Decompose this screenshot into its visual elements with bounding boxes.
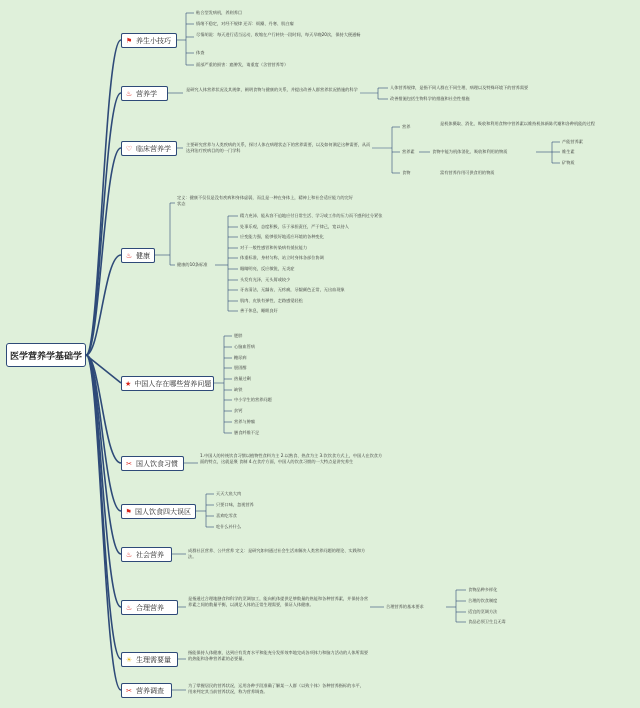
branch-label: 营养调查 [136, 686, 164, 695]
branch-nutrition[interactable] [121, 86, 168, 101]
leaf-text: 矿物质 [562, 160, 575, 165]
leaf-text: 体查 [196, 50, 205, 55]
leaf-text: 尽情胡说：每天进行适当运动，收缩在户行转快一段时间，每天早晚20次，保持大便通畅 [196, 32, 361, 37]
sub-topic: 健康的10条标准 [177, 262, 208, 267]
branch-china-nutrition-problems[interactable] [121, 376, 214, 391]
scissors-icon: ✂ [126, 686, 132, 695]
leaf-text: 眼睛明亮，反应敏锐，无炎症 [240, 266, 295, 271]
branch-label: 国人饮食四大误区 [135, 507, 191, 516]
leaf-text: 食品必须卫生且无毒 [468, 619, 506, 624]
group-label: 营养素 [402, 149, 415, 154]
leaf-text: 面部严重的损害：癌肿发，请重度（含营营养等） [196, 62, 289, 67]
root-topic[interactable]: 医学营养学基础学 [6, 343, 86, 367]
branch-description: 是研究人体营养状况及其规律，阐明食物与健康的关系，并提出改善人群营养状况措施的科学 [186, 87, 358, 92]
branch-label: 社会营养 [136, 550, 164, 559]
leaf-text: 头发有光泽，无头屑或较少 [240, 277, 291, 282]
leaf-text: 人体营养规律，是指不同人群在不同生理、病理以及特殊环境下的营养需要 [390, 85, 529, 90]
branch-label: 合理营养 [136, 603, 164, 612]
branch-description: 成群社区营养、公共营养 定义：是研究如何通过社会生活来解决人类营养问题的理论、实践和方法。 [188, 548, 366, 559]
leaf-text: 只要口味，忽视营养 [216, 502, 254, 507]
leaf-text: 体重标准，身材匀称，站立时身体各部位协调 [240, 255, 324, 260]
flag-icon: ⚑ [125, 507, 132, 516]
branch-physiological-requirement[interactable] [121, 652, 178, 667]
leaf-text: 食物中能为机体消化、吸收和利用的物质 [432, 149, 508, 154]
leaf-text: 肥胖 [234, 333, 243, 338]
branch-rational-nutrition[interactable] [121, 600, 178, 615]
leaf-text: 应变能力强，能够很好地适应环境的各种变化 [240, 234, 324, 239]
branch-health-tips[interactable] [121, 33, 177, 48]
scissors-icon: ✂ [126, 459, 132, 468]
leaf-text: 膳食纤维不足 [234, 430, 260, 435]
branch-description: 定义：健康不仅仅是没有疾病和身体虚弱，而且是一种在身体上，精神上和社会适应能力的完好状态 [177, 195, 353, 206]
branch-label: 国人饮食习惯 [136, 459, 178, 468]
branch-label: 中国人存在哪些营养问题 [134, 379, 212, 388]
leaf-text: 善于休息，睡眠良好 [240, 308, 278, 313]
leaf-text: 情绪不稳定，对经不规律 还弄：烦躁、丹寒、肌白瘤 [196, 21, 294, 26]
leaf-text: 是机体摄取、消化、吸收和利用食物中营养素以维持机体新陈代谢和各种机能的过程 [440, 121, 595, 126]
leaf-text: 适宜的烹调方法 [468, 609, 498, 614]
leaf-text: 胆固醇 [234, 365, 247, 370]
group-label: 食物 [402, 170, 411, 175]
leaf-text: 维生素 [562, 149, 575, 154]
bulb-icon: ☀ [125, 655, 133, 664]
fire-icon: ♨ [125, 550, 133, 559]
leaf-text: 粘合型发病机，养则养目 [196, 10, 243, 15]
leaf-text: 糖尿病 [234, 355, 247, 360]
branch-label: 营养学 [136, 89, 157, 98]
branch-clinical-nutrition[interactable] [121, 141, 177, 156]
branch-health[interactable] [121, 248, 155, 263]
leaf-text: 心脑血管病 [234, 344, 255, 349]
leaf-text: 喜欢吃零食 [216, 513, 237, 518]
branch-label: 健康 [136, 251, 150, 260]
branch-nutrition-survey[interactable] [121, 683, 172, 698]
branch-description: 是指通过合理地膳食和科学的烹调加工，能向机体提供足够数量的热能和各种营养素，并保持各营养素之间的数量平衡，以满足人体的正常生理需要，保证人体健康。 [188, 596, 369, 607]
leaf-text: 肌肉、皮肤有弹性，走路感觉轻松 [240, 298, 303, 303]
leaf-text: 合理的饮食制度 [468, 598, 498, 603]
branch-social-nutrition[interactable] [121, 547, 172, 562]
fire-icon: ♨ [125, 89, 133, 98]
leaf-text: 缺铁 [234, 387, 243, 392]
branch-label: 生理需要量 [136, 655, 171, 664]
branch-label: 养生小技巧 [136, 36, 171, 45]
leaf-text: 贫钙 [234, 408, 243, 413]
leaf-text: 营养与肿瘤 [234, 419, 255, 424]
group-label: 营养 [402, 124, 411, 129]
branch-four-diet-mistakes[interactable] [121, 504, 196, 519]
branch-description: 1.中国人的传统饮食习惯以植物性食料为主 2.以熟食、热食为主 3.饮饮食方式上，中国人在饮食方面的特点，这就是聚 食制 4.在食疗方面，中国人的饮食习惯的一大特点是讲究养生 [200, 453, 383, 464]
sub-topic: 合理营养的基本要求 [386, 604, 424, 609]
star-icon: ★ [125, 379, 132, 388]
leaf-text: 吃什么补什么 [216, 524, 242, 529]
fire-icon: ♨ [125, 251, 133, 260]
branch-description: 指能保持人体健康、达到应有发育水平和能充分发挥效率地完成各项体力和脑力活动的人体所需要的热能和各种营养素的必要量。 [188, 650, 369, 661]
leaf-text: 天天大鱼大肉 [216, 491, 242, 496]
leaf-text: 中小学生的营养问题 [234, 397, 272, 402]
leaf-text: 牙齿清洁，无龋齿，无疼痛，牙龈颜色正常，无出血现象 [240, 287, 345, 292]
branch-description: 主要研究营养与人类疾病的关系，探讨人体在病理状态下的营养需要，以及如何满足这种需要，从而达到治疗疾病目的的一门学科 [186, 142, 371, 153]
leaf-text: 改善措施包括生物科学的措施和社会性措施 [390, 96, 470, 101]
leaf-text: 富有营养作用可供食用的物质 [440, 170, 495, 175]
leaf-text: 精力充沛、能从容不迫地应付日常生活、学习或工作的压力而不感到过分紧张 [240, 213, 383, 218]
branch-label: 临床营养学 [136, 144, 171, 153]
heart-icon: ♡ [125, 144, 133, 153]
leaf-text: 热量过剩 [234, 376, 251, 381]
leaf-text: 产能营养素 [562, 139, 583, 144]
branch-chinese-eating-habits[interactable] [121, 456, 184, 471]
fire-icon: ♨ [125, 603, 133, 612]
flag-icon: ⚑ [125, 36, 133, 45]
leaf-text: 处事乐观，态度积极，乐于承担责任，严于律己，宽以待人 [240, 224, 349, 229]
leaf-text: 对于一般性感冒和传染病有抵抗能力 [240, 245, 308, 250]
leaf-text: 食物品种多样化 [468, 587, 498, 592]
branch-description: 为了掌握居民的营养状况，运用各种手段准确了解某一人群（以致个体）各种营养指标的水平，用来判定其当前营养状况，称为营养调查。 [188, 683, 364, 694]
